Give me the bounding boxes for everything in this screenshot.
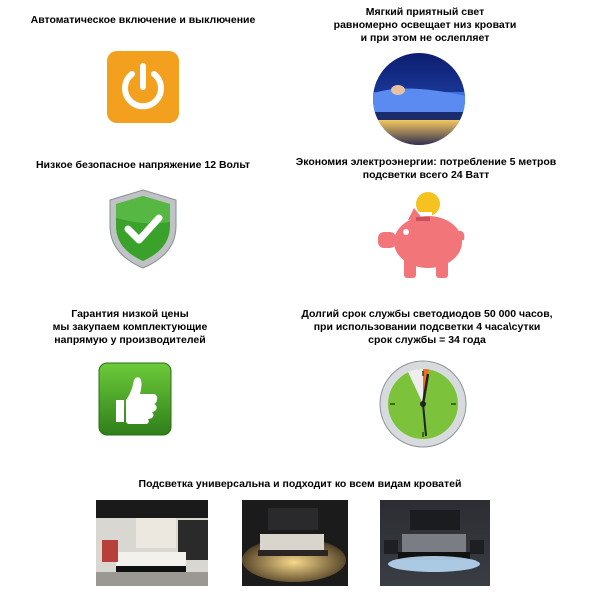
- feature-auto-caption: [18, 14, 268, 27]
- shield-check-icon: [106, 188, 180, 270]
- caption-line: Мягкий приятный свет: [365, 6, 485, 18]
- caption-line: Экономия электроэнергии: потребление 5 метров: [295, 156, 557, 168]
- caption-line: Долгий срок службы светодиодов 50 000 часов,: [301, 308, 553, 320]
- bed-light-photo: [372, 52, 466, 146]
- caption-line: и при этом не ослепляет: [360, 32, 490, 44]
- bedroom-photo-2: [242, 500, 348, 586]
- feature-voltage-caption: [18, 159, 268, 172]
- caption-line: Низкое безопасное напряжение 12 Вольт: [35, 159, 251, 171]
- feature-soft-light-caption: [305, 6, 545, 45]
- bedroom-photo-3: [380, 500, 490, 586]
- caption-line: срок службы = 34 года: [368, 334, 486, 346]
- timer-gauge-icon: [378, 358, 468, 450]
- thumbs-up-icon: [98, 362, 172, 436]
- caption-line: напрямую у производителей: [54, 334, 206, 346]
- caption-line: равномерно освещает низ кровати: [333, 19, 517, 31]
- feature-price-caption: [30, 308, 230, 347]
- caption-line: подсветки всего 24 Ватт: [362, 169, 490, 181]
- feature-economy-caption: [292, 156, 560, 182]
- caption-line: мы закупаем комплектующие: [52, 321, 208, 333]
- bedroom-photo-1: [96, 500, 208, 586]
- universal-caption: [100, 478, 500, 491]
- caption-line: Автоматическое включение и выключение: [30, 14, 256, 26]
- feature-lifetime-caption: [292, 308, 562, 347]
- caption-line: при использовании подсветки 4 часа\сутки: [313, 321, 541, 333]
- piggy-bank-icon: [374, 190, 470, 284]
- power-icon: [106, 50, 180, 124]
- caption-line: Гарантия низкой цены: [71, 308, 189, 320]
- caption-line: Подсветка универсальна и подходит ко всем видам кроватей: [138, 478, 462, 490]
